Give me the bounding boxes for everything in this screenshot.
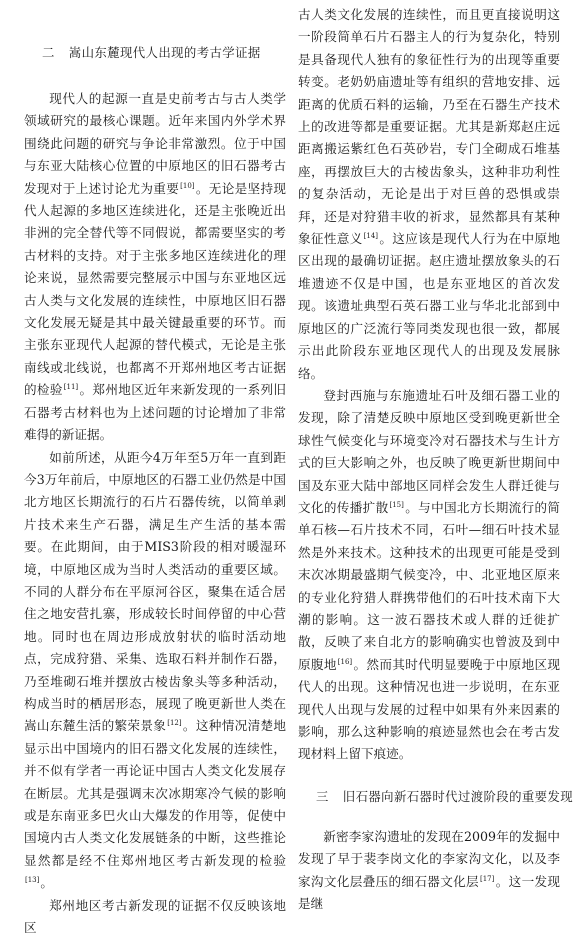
citation-ref: [11]: [63, 383, 79, 392]
section-heading: [298, 788, 574, 806]
body-paragraph: [24, 895, 286, 939]
section-title: 旧石器向新石器时代过渡阶段的重要发现: [342, 788, 574, 804]
section-number: 三: [316, 788, 329, 804]
section-number: 二: [42, 45, 55, 60]
paragraph-text: 。然而其时代明显要晚于中原地区现代人的出现。这种情况也进一步说明，在东亚现代人出现与发展的过程中如果有外来因素的影响，那么这种影响的痕迹显然也会在考古发现材料上留下痕迹。: [298, 656, 561, 762]
citation-ref: [13]: [25, 876, 40, 885]
body-paragraph: [298, 385, 560, 766]
section-heading: [24, 44, 286, 62]
paragraph-text: 新密李家沟遗址的发现在2009年的发掘中发现了早于裴李岗文化的李家沟文化，以及李家沟文化层叠压的细石器文化层: [298, 828, 560, 889]
citation-ref: [15]: [389, 500, 404, 509]
body-paragraph: [298, 4, 560, 385]
section-title: 嵩山东麓现代人出现的考古学证据: [68, 45, 261, 60]
right-body-top: [298, 4, 560, 766]
paragraph-text: 。这种情况清楚地显示出中国境内的旧石器文化发展的连续性，并不似有学者一再论证中国古人类文化发展存在断层。尤其是强调末次冰期寒冷气候的影响或是东南亚多巴火山大爆发的作用等，促使中国境内古人类文化发展链条的中断，这些推论显然都是经不住郑州地区考古新发现的检验: [24, 718, 287, 868]
paragraph-text: 郑州地区考古新发现的证据不仅反映该地区: [24, 897, 286, 936]
paragraph-text: 登封西施与东施遗址石叶及细石器工业的发现，除了清楚反映中原地区受到晚更新世全球性气候变化与环境变冷对石器技术与生计方式的巨大影响之外，也反映了晚更新世期间中国及东亚大陆中部地区同样会发生人群迁徙与文化的传播扩散: [298, 387, 560, 515]
right-column: [298, 0, 574, 915]
paragraph-text: 。郑州地区近年来新发现的一系列旧石器考古材料也为上述问题的讨论增加了非常难得的新证据。: [24, 382, 287, 443]
left-body: [24, 88, 286, 939]
citation-ref: [14]: [363, 232, 379, 241]
citation-ref: [12]: [167, 719, 182, 728]
paragraph-text: 。与中国北方长期流行的简单石核—石片技术不同，石叶—细石叶技术显然是外来技术。这种技术的出现更可能是受到末次冰期最盛期气候变冷，中、北亚地区原来的专业化狩猎人群携带他们的石叶技术南下大潮的影响。这一波石器技术或人群的迁徙扩散，反映了来自北方的影响确实也曾波及到中原腹地: [298, 499, 561, 672]
paragraph-text: 古人类文化发展的连续性，而且更直接说明这一阶段简单石片石器主人的行为复杂化，特别是具备现代人独有的象征性行为的出现等重要转变。老奶奶庙遗址等有组织的营地安排、远距离的优质石料的运输，乃至在石器生产技术上的改进等都是重要证据。尤其是新郑赵庄远距离搬运紫红色石英砂岩，专门全砌成石堆基座，再摆放巨大的古棱齿象头，这种非功利性的复杂活动，无论是出于对巨兽的恐惧或崇拜，还是对狩猎丰收的祈求，显然都具有某种象征性意义: [298, 7, 560, 247]
body-paragraph: [24, 447, 286, 895]
left-column: [24, 0, 286, 939]
paragraph-text: 。这一发现是继: [298, 873, 561, 912]
citation-ref: [16]: [337, 657, 353, 666]
paragraph-text: 。: [40, 875, 53, 891]
body-paragraph: [24, 88, 286, 447]
paragraph-text: 现代人的起源一直是史前考古与古人类学领域研究的最核心课题。近年来国内外学术界围绕此问题的研究与争论非常激烈。位于中国与东亚大陆核心位置的中原地区的旧石器考古发现对于上述讨论尤为重要: [24, 91, 286, 196]
paragraph-text: 。这应该是现代人行为在中原地区出现的最确切证据。赵庄遗址摆放象头的石堆遗迹不仅是中国，也是东亚地区的首次发现。该遗址典型石英石器工业与华北北部到中原地区的广泛流行等同类发现也很一致，都展示出此阶段东亚地区现代人的出现及发展脉络。: [298, 231, 561, 381]
paragraph-text: 。无论是坚持现代人起源的多地区连续进化，还是主张晚近出非洲的完全替代等不同假说，都需要坚实的考古材料的支持。对于主张多地区连续进化的理论来说，显然需要完整展示中国与东亚地区远古人类与文化发展的连续性，中原地区旧石器文化发展无疑是其中最关键最重要的环节。而主张东亚现代人起源的替代模式，无论是主张南线或北线说，也都离不开郑州地区考古证据的检验: [24, 180, 287, 398]
citation-ref: [10]: [180, 181, 195, 190]
citation-ref: [17]: [480, 874, 495, 883]
paragraph-text: 如前所述，从距今4万年至5万年一直到距今3万年前后，中原地区的石器工业仍然是中国北方地区长期流行的石片石器传统，以简单剥片技术来生产石器，满足生产生活的基本需要。在此期间，由于MIS3阶段的相对暖湿环境，中原地区成为当时人类活动的重要区域。不同的人群分布在平原河谷区，聚集在适合居住之地安营扎寨，形成较长时间停留的中心营地。同时也在周边形成放射状的临时活动地点，完成狩猎、采集、选取石料并制作石器，乃至堆砌石堆并摆放古棱齿象头等多种活动，构成当时的栖居形态，展现了晚更新世人类在嵩山东麓生活的繁荣景象: [24, 449, 286, 734]
